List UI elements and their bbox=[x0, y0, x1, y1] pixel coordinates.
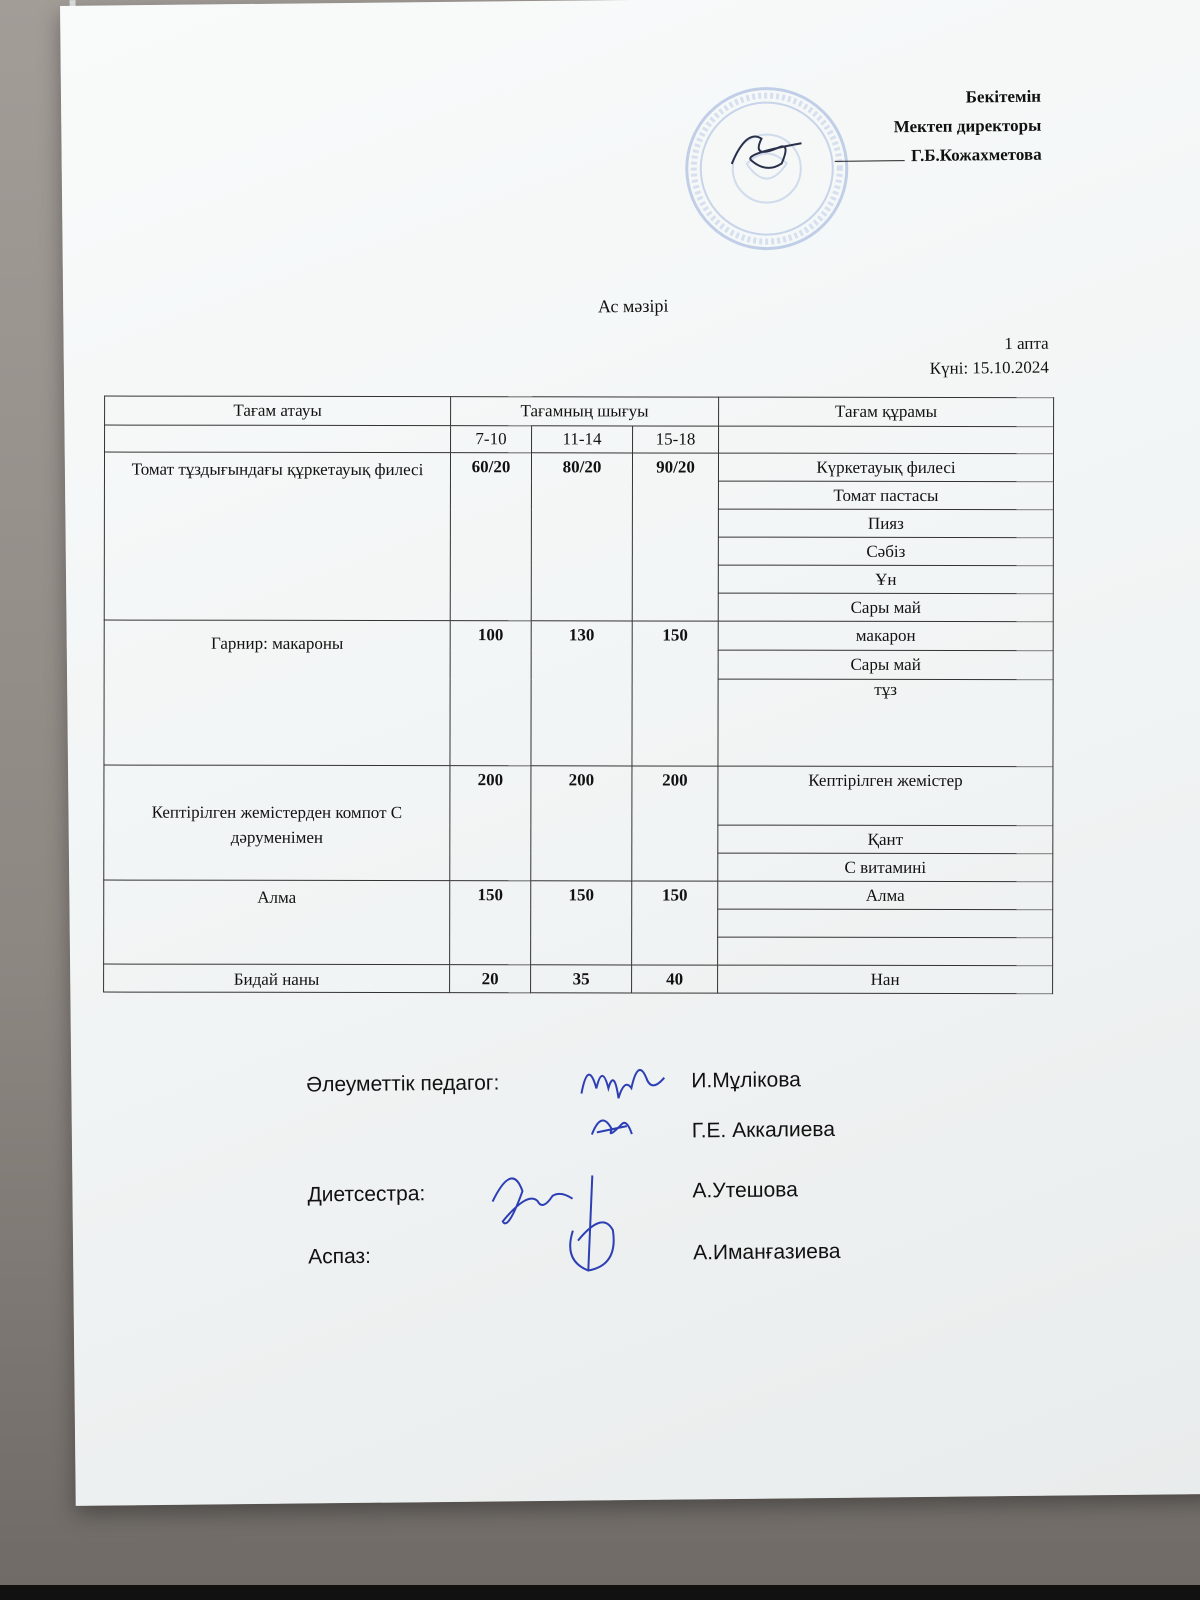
dish-name: Томат тұздығындағы құркетауық филесі bbox=[104, 452, 450, 621]
portion: 200 bbox=[531, 766, 632, 881]
ingredient: Күркетауық филесі bbox=[718, 453, 1053, 482]
signatory-role: Диетсестра: bbox=[307, 1182, 426, 1207]
age-group: 7-10 bbox=[451, 426, 532, 453]
document-page bbox=[60, 0, 1200, 1506]
age-group: 15-18 bbox=[633, 426, 719, 453]
portion: 100 bbox=[450, 621, 531, 766]
dish-name-text: Гарнир: макароны bbox=[210, 633, 344, 653]
ingredient: Қант bbox=[718, 825, 1053, 854]
photo-edge bbox=[0, 1585, 1200, 1600]
signature-mark bbox=[576, 1048, 667, 1109]
portion: 35 bbox=[531, 965, 632, 993]
portion: 150 bbox=[632, 881, 718, 965]
ingredient: Нан bbox=[718, 965, 1053, 994]
ingredient: Сәбіз bbox=[718, 537, 1053, 566]
header-composition: Тағам құрамы bbox=[719, 397, 1054, 427]
approval-heading: Бекітемін bbox=[965, 86, 1042, 107]
signatory-name: Г.Е. Аккалиева bbox=[691, 1117, 836, 1143]
date-label: Күні: 15.10.2024 bbox=[929, 357, 1049, 378]
table-row bbox=[104, 620, 1053, 651]
week-label: 1 апта bbox=[1004, 333, 1049, 354]
approval-position: Мектеп директоры bbox=[893, 115, 1042, 137]
portion: 20 bbox=[450, 965, 531, 993]
ingredient: Алма bbox=[718, 881, 1053, 910]
age-group: 11-14 bbox=[532, 426, 633, 453]
dish-name: Алма bbox=[104, 880, 450, 965]
signatory-name: И.Мұлікова bbox=[691, 1068, 801, 1093]
portion: 150 bbox=[632, 621, 718, 766]
ingredient: Ұн bbox=[718, 565, 1053, 594]
portion: 90/20 bbox=[632, 453, 718, 621]
portion: 200 bbox=[450, 766, 531, 881]
ingredient: Сары май bbox=[718, 650, 1053, 680]
ingredient bbox=[718, 909, 1053, 938]
document-title: Ас мәзірі bbox=[597, 295, 669, 317]
signatory-name: А.Иманғазиева bbox=[693, 1239, 841, 1265]
table-row bbox=[104, 880, 1053, 910]
table-row bbox=[104, 452, 1053, 482]
age-group-row bbox=[105, 425, 1054, 454]
header-dish: Тағам атауы bbox=[105, 396, 451, 426]
signature-mark bbox=[557, 1170, 628, 1281]
approval-name: Г.Б.Кожахметова bbox=[911, 144, 1042, 166]
ingredient: Пияз bbox=[718, 509, 1053, 538]
portion: 60/20 bbox=[450, 453, 531, 621]
menu-table bbox=[103, 396, 1054, 995]
signature-line bbox=[835, 160, 905, 162]
portion: 200 bbox=[632, 766, 718, 881]
approval-block bbox=[834, 82, 1041, 171]
signatory-role: Аспаз: bbox=[308, 1244, 372, 1269]
header-row bbox=[105, 396, 1054, 427]
portion: 80/20 bbox=[531, 453, 632, 621]
portion: 40 bbox=[632, 965, 718, 993]
dish-name bbox=[104, 620, 450, 766]
ingredient: тұз bbox=[718, 680, 1053, 767]
signature-mark bbox=[587, 1104, 637, 1145]
ingredient: Томат пастасы bbox=[718, 481, 1053, 510]
ingredient: Сары май bbox=[718, 593, 1053, 622]
signatory-name: А.Утешова bbox=[692, 1178, 798, 1203]
ingredient bbox=[718, 937, 1053, 966]
signatory-role: Әлеуметтік педагог: bbox=[306, 1071, 500, 1097]
ingredient: макарон bbox=[718, 621, 1053, 651]
ingredient: Кептірілген жемістер bbox=[718, 766, 1053, 826]
ingredient: С витамині bbox=[718, 853, 1053, 882]
table-row bbox=[104, 765, 1053, 826]
header-yield: Тағамның шығуы bbox=[451, 397, 719, 426]
portion: 150 bbox=[531, 881, 632, 965]
dish-name: Кептірілген жемістерден компот С дәруменімен bbox=[104, 765, 450, 881]
director-signature bbox=[721, 118, 812, 179]
signatories-block bbox=[306, 1056, 1008, 1303]
table-row bbox=[104, 964, 1053, 994]
portion: 130 bbox=[531, 621, 632, 766]
portion: 150 bbox=[450, 881, 531, 965]
dish-name: Бидай наны bbox=[104, 964, 450, 993]
